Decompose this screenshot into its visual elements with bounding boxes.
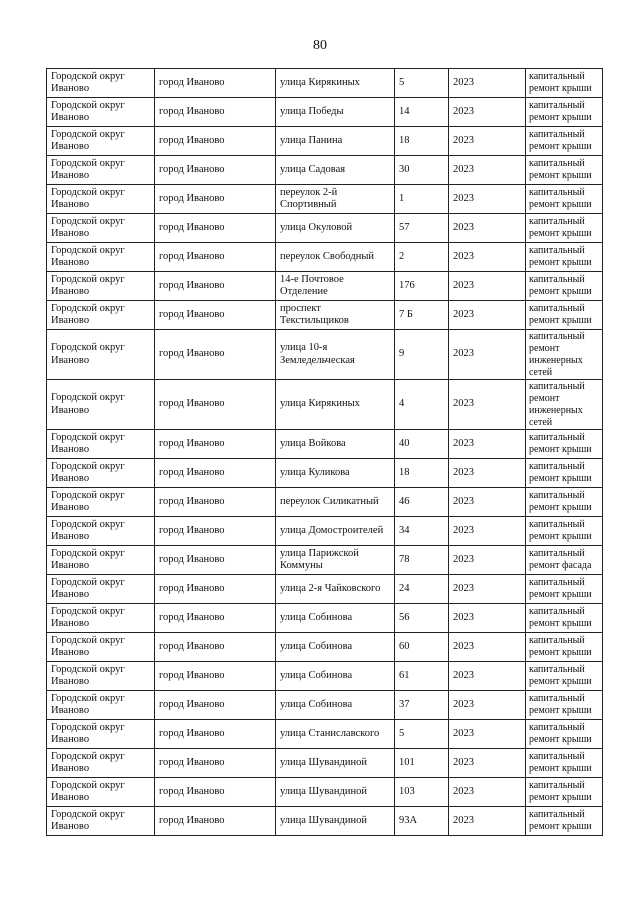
cell-municipal-district: Городской округ Иваново bbox=[47, 575, 155, 604]
table-body bbox=[47, 69, 603, 836]
cell-work-type: капитальный ремонт крыши bbox=[526, 156, 603, 185]
cell-house-number: 18 bbox=[395, 459, 449, 488]
cell-house-number: 56 bbox=[395, 604, 449, 633]
cell-settlement: город Иваново bbox=[155, 604, 276, 633]
cell-street: улица Собинова bbox=[276, 691, 395, 720]
cell-street: 14-е Почтовое Отделение bbox=[276, 272, 395, 301]
table-row bbox=[47, 330, 603, 380]
cell-work-type: капитальный ремонт крыши bbox=[526, 749, 603, 778]
cell-house-number: 24 bbox=[395, 575, 449, 604]
cell-settlement: город Иваново bbox=[155, 69, 276, 98]
cell-work-type: капитальный ремонт крыши bbox=[526, 301, 603, 330]
cell-house-number: 5 bbox=[395, 720, 449, 749]
cell-municipal-district: Городской округ Иваново bbox=[47, 807, 155, 836]
cell-work-type: капитальный ремонт инженерных сетей bbox=[526, 380, 603, 430]
table-row bbox=[47, 69, 603, 98]
cell-municipal-district: Городской округ Иваново bbox=[47, 330, 155, 380]
table-row bbox=[47, 546, 603, 575]
table-row bbox=[47, 459, 603, 488]
cell-house-number: 1 bbox=[395, 185, 449, 214]
cell-work-type: капитальный ремонт крыши bbox=[526, 127, 603, 156]
cell-house-number: 93А bbox=[395, 807, 449, 836]
cell-year: 2023 bbox=[449, 380, 526, 430]
cell-settlement: город Иваново bbox=[155, 185, 276, 214]
cell-municipal-district: Городской округ Иваново bbox=[47, 488, 155, 517]
cell-house-number: 78 bbox=[395, 546, 449, 575]
table-row bbox=[47, 604, 603, 633]
table-row bbox=[47, 380, 603, 430]
cell-street: улица Собинова bbox=[276, 662, 395, 691]
cell-settlement: город Иваново bbox=[155, 156, 276, 185]
cell-street: улица Домостроителей bbox=[276, 517, 395, 546]
cell-year: 2023 bbox=[449, 98, 526, 127]
cell-street: улица Победы bbox=[276, 98, 395, 127]
cell-work-type: капитальный ремонт крыши bbox=[526, 807, 603, 836]
cell-street: улица Станиславского bbox=[276, 720, 395, 749]
cell-work-type: капитальный ремонт крыши bbox=[526, 69, 603, 98]
cell-year: 2023 bbox=[449, 430, 526, 459]
cell-settlement: город Иваново bbox=[155, 691, 276, 720]
cell-year: 2023 bbox=[449, 69, 526, 98]
cell-house-number: 14 bbox=[395, 98, 449, 127]
cell-settlement: город Иваново bbox=[155, 214, 276, 243]
cell-house-number: 7 Б bbox=[395, 301, 449, 330]
cell-work-type: капитальный ремонт крыши bbox=[526, 243, 603, 272]
cell-street: улица 2-я Чайковского bbox=[276, 575, 395, 604]
table-row bbox=[47, 243, 603, 272]
cell-house-number: 176 bbox=[395, 272, 449, 301]
cell-settlement: город Иваново bbox=[155, 546, 276, 575]
cell-street: улица 10-я Земледельческая bbox=[276, 330, 395, 380]
table-row bbox=[47, 749, 603, 778]
table-row bbox=[47, 430, 603, 459]
cell-house-number: 9 bbox=[395, 330, 449, 380]
cell-year: 2023 bbox=[449, 517, 526, 546]
cell-street: улица Шувандиной bbox=[276, 749, 395, 778]
cell-municipal-district: Городской округ Иваново bbox=[47, 720, 155, 749]
cell-house-number: 40 bbox=[395, 430, 449, 459]
cell-municipal-district: Городской округ Иваново bbox=[47, 691, 155, 720]
cell-work-type: капитальный ремонт крыши bbox=[526, 604, 603, 633]
cell-street: улица Кирякиных bbox=[276, 380, 395, 430]
cell-year: 2023 bbox=[449, 807, 526, 836]
cell-settlement: город Иваново bbox=[155, 243, 276, 272]
cell-settlement: город Иваново bbox=[155, 778, 276, 807]
cell-settlement: город Иваново bbox=[155, 720, 276, 749]
cell-municipal-district: Городской округ Иваново bbox=[47, 243, 155, 272]
cell-year: 2023 bbox=[449, 330, 526, 380]
cell-street: улица Собинова bbox=[276, 604, 395, 633]
cell-street: улица Собинова bbox=[276, 633, 395, 662]
cell-house-number: 37 bbox=[395, 691, 449, 720]
cell-house-number: 61 bbox=[395, 662, 449, 691]
cell-settlement: город Иваново bbox=[155, 662, 276, 691]
table-row bbox=[47, 778, 603, 807]
cell-year: 2023 bbox=[449, 546, 526, 575]
cell-house-number: 34 bbox=[395, 517, 449, 546]
cell-work-type: капитальный ремонт крыши bbox=[526, 633, 603, 662]
repair-schedule-table bbox=[46, 68, 603, 836]
cell-street: переулок Силикатный bbox=[276, 488, 395, 517]
table-row bbox=[47, 720, 603, 749]
cell-municipal-district: Городской округ Иваново bbox=[47, 301, 155, 330]
cell-year: 2023 bbox=[449, 459, 526, 488]
cell-municipal-district: Городской округ Иваново bbox=[47, 517, 155, 546]
cell-work-type: капитальный ремонт крыши bbox=[526, 488, 603, 517]
cell-house-number: 18 bbox=[395, 127, 449, 156]
cell-municipal-district: Городской округ Иваново bbox=[47, 214, 155, 243]
cell-street: улица Кирякиных bbox=[276, 69, 395, 98]
cell-street: улица Окуловой bbox=[276, 214, 395, 243]
cell-work-type: капитальный ремонт крыши bbox=[526, 720, 603, 749]
cell-year: 2023 bbox=[449, 214, 526, 243]
table-row bbox=[47, 272, 603, 301]
table-row bbox=[47, 127, 603, 156]
cell-year: 2023 bbox=[449, 604, 526, 633]
cell-work-type: капитальный ремонт крыши bbox=[526, 272, 603, 301]
cell-house-number: 30 bbox=[395, 156, 449, 185]
cell-house-number: 4 bbox=[395, 380, 449, 430]
cell-street: переулок Свободный bbox=[276, 243, 395, 272]
cell-work-type: капитальный ремонт крыши bbox=[526, 430, 603, 459]
cell-year: 2023 bbox=[449, 301, 526, 330]
cell-municipal-district: Городской округ Иваново bbox=[47, 185, 155, 214]
cell-work-type: капитальный ремонт крыши bbox=[526, 662, 603, 691]
cell-year: 2023 bbox=[449, 272, 526, 301]
cell-settlement: город Иваново bbox=[155, 488, 276, 517]
cell-work-type: капитальный ремонт инженерных сетей bbox=[526, 330, 603, 380]
table-row bbox=[47, 575, 603, 604]
table-row bbox=[47, 488, 603, 517]
cell-settlement: город Иваново bbox=[155, 430, 276, 459]
cell-municipal-district: Городской округ Иваново bbox=[47, 546, 155, 575]
cell-municipal-district: Городской округ Иваново bbox=[47, 749, 155, 778]
cell-work-type: капитальный ремонт крыши bbox=[526, 517, 603, 546]
cell-settlement: город Иваново bbox=[155, 517, 276, 546]
cell-municipal-district: Городской округ Иваново bbox=[47, 430, 155, 459]
cell-work-type: капитальный ремонт крыши bbox=[526, 98, 603, 127]
table-row bbox=[47, 517, 603, 546]
cell-street: проспект Текстильщиков bbox=[276, 301, 395, 330]
cell-street: улица Куликова bbox=[276, 459, 395, 488]
cell-work-type: капитальный ремонт крыши bbox=[526, 459, 603, 488]
cell-settlement: город Иваново bbox=[155, 301, 276, 330]
cell-settlement: город Иваново bbox=[155, 272, 276, 301]
cell-street: улица Шувандиной bbox=[276, 807, 395, 836]
cell-settlement: город Иваново bbox=[155, 807, 276, 836]
cell-year: 2023 bbox=[449, 127, 526, 156]
cell-year: 2023 bbox=[449, 778, 526, 807]
cell-municipal-district: Городской округ Иваново bbox=[47, 604, 155, 633]
cell-work-type: капитальный ремонт крыши bbox=[526, 185, 603, 214]
cell-house-number: 103 bbox=[395, 778, 449, 807]
cell-house-number: 2 bbox=[395, 243, 449, 272]
cell-year: 2023 bbox=[449, 662, 526, 691]
cell-settlement: город Иваново bbox=[155, 98, 276, 127]
cell-year: 2023 bbox=[449, 156, 526, 185]
cell-municipal-district: Городской округ Иваново bbox=[47, 127, 155, 156]
table-row bbox=[47, 185, 603, 214]
cell-settlement: город Иваново bbox=[155, 127, 276, 156]
table-row bbox=[47, 633, 603, 662]
cell-house-number: 5 bbox=[395, 69, 449, 98]
cell-year: 2023 bbox=[449, 488, 526, 517]
cell-year: 2023 bbox=[449, 633, 526, 662]
cell-work-type: капитальный ремонт крыши bbox=[526, 778, 603, 807]
cell-settlement: город Иваново bbox=[155, 380, 276, 430]
table-row bbox=[47, 156, 603, 185]
cell-street: улица Войкова bbox=[276, 430, 395, 459]
cell-house-number: 46 bbox=[395, 488, 449, 517]
page-number: 80 bbox=[313, 38, 327, 53]
cell-year: 2023 bbox=[449, 691, 526, 720]
cell-municipal-district: Городской округ Иваново bbox=[47, 156, 155, 185]
cell-work-type: капитальный ремонт крыши bbox=[526, 214, 603, 243]
table-row bbox=[47, 807, 603, 836]
cell-street: улица Шувандиной bbox=[276, 778, 395, 807]
cell-settlement: город Иваново bbox=[155, 330, 276, 380]
cell-street: переулок 2-й Спортивный bbox=[276, 185, 395, 214]
cell-house-number: 101 bbox=[395, 749, 449, 778]
table-row bbox=[47, 691, 603, 720]
cell-work-type: капитальный ремонт крыши bbox=[526, 575, 603, 604]
table-row bbox=[47, 301, 603, 330]
cell-year: 2023 bbox=[449, 720, 526, 749]
table-row bbox=[47, 98, 603, 127]
cell-work-type: капитальный ремонт фасада bbox=[526, 546, 603, 575]
cell-street: улица Садовая bbox=[276, 156, 395, 185]
table-row bbox=[47, 662, 603, 691]
cell-house-number: 57 bbox=[395, 214, 449, 243]
table-row bbox=[47, 214, 603, 243]
cell-settlement: город Иваново bbox=[155, 459, 276, 488]
cell-settlement: город Иваново bbox=[155, 633, 276, 662]
cell-municipal-district: Городской округ Иваново bbox=[47, 98, 155, 127]
cell-municipal-district: Городской округ Иваново bbox=[47, 633, 155, 662]
cell-street: улица Панина bbox=[276, 127, 395, 156]
cell-municipal-district: Городской округ Иваново bbox=[47, 272, 155, 301]
cell-street: улица Парижской Коммуны bbox=[276, 546, 395, 575]
cell-municipal-district: Городской округ Иваново bbox=[47, 662, 155, 691]
cell-year: 2023 bbox=[449, 575, 526, 604]
cell-municipal-district: Городской округ Иваново bbox=[47, 778, 155, 807]
cell-municipal-district: Городской округ Иваново bbox=[47, 459, 155, 488]
cell-municipal-district: Городской округ Иваново bbox=[47, 380, 155, 430]
cell-year: 2023 bbox=[449, 243, 526, 272]
cell-work-type: капитальный ремонт крыши bbox=[526, 691, 603, 720]
cell-house-number: 60 bbox=[395, 633, 449, 662]
cell-settlement: город Иваново bbox=[155, 749, 276, 778]
cell-year: 2023 bbox=[449, 185, 526, 214]
cell-settlement: город Иваново bbox=[155, 575, 276, 604]
cell-municipal-district: Городской округ Иваново bbox=[47, 69, 155, 98]
cell-year: 2023 bbox=[449, 749, 526, 778]
